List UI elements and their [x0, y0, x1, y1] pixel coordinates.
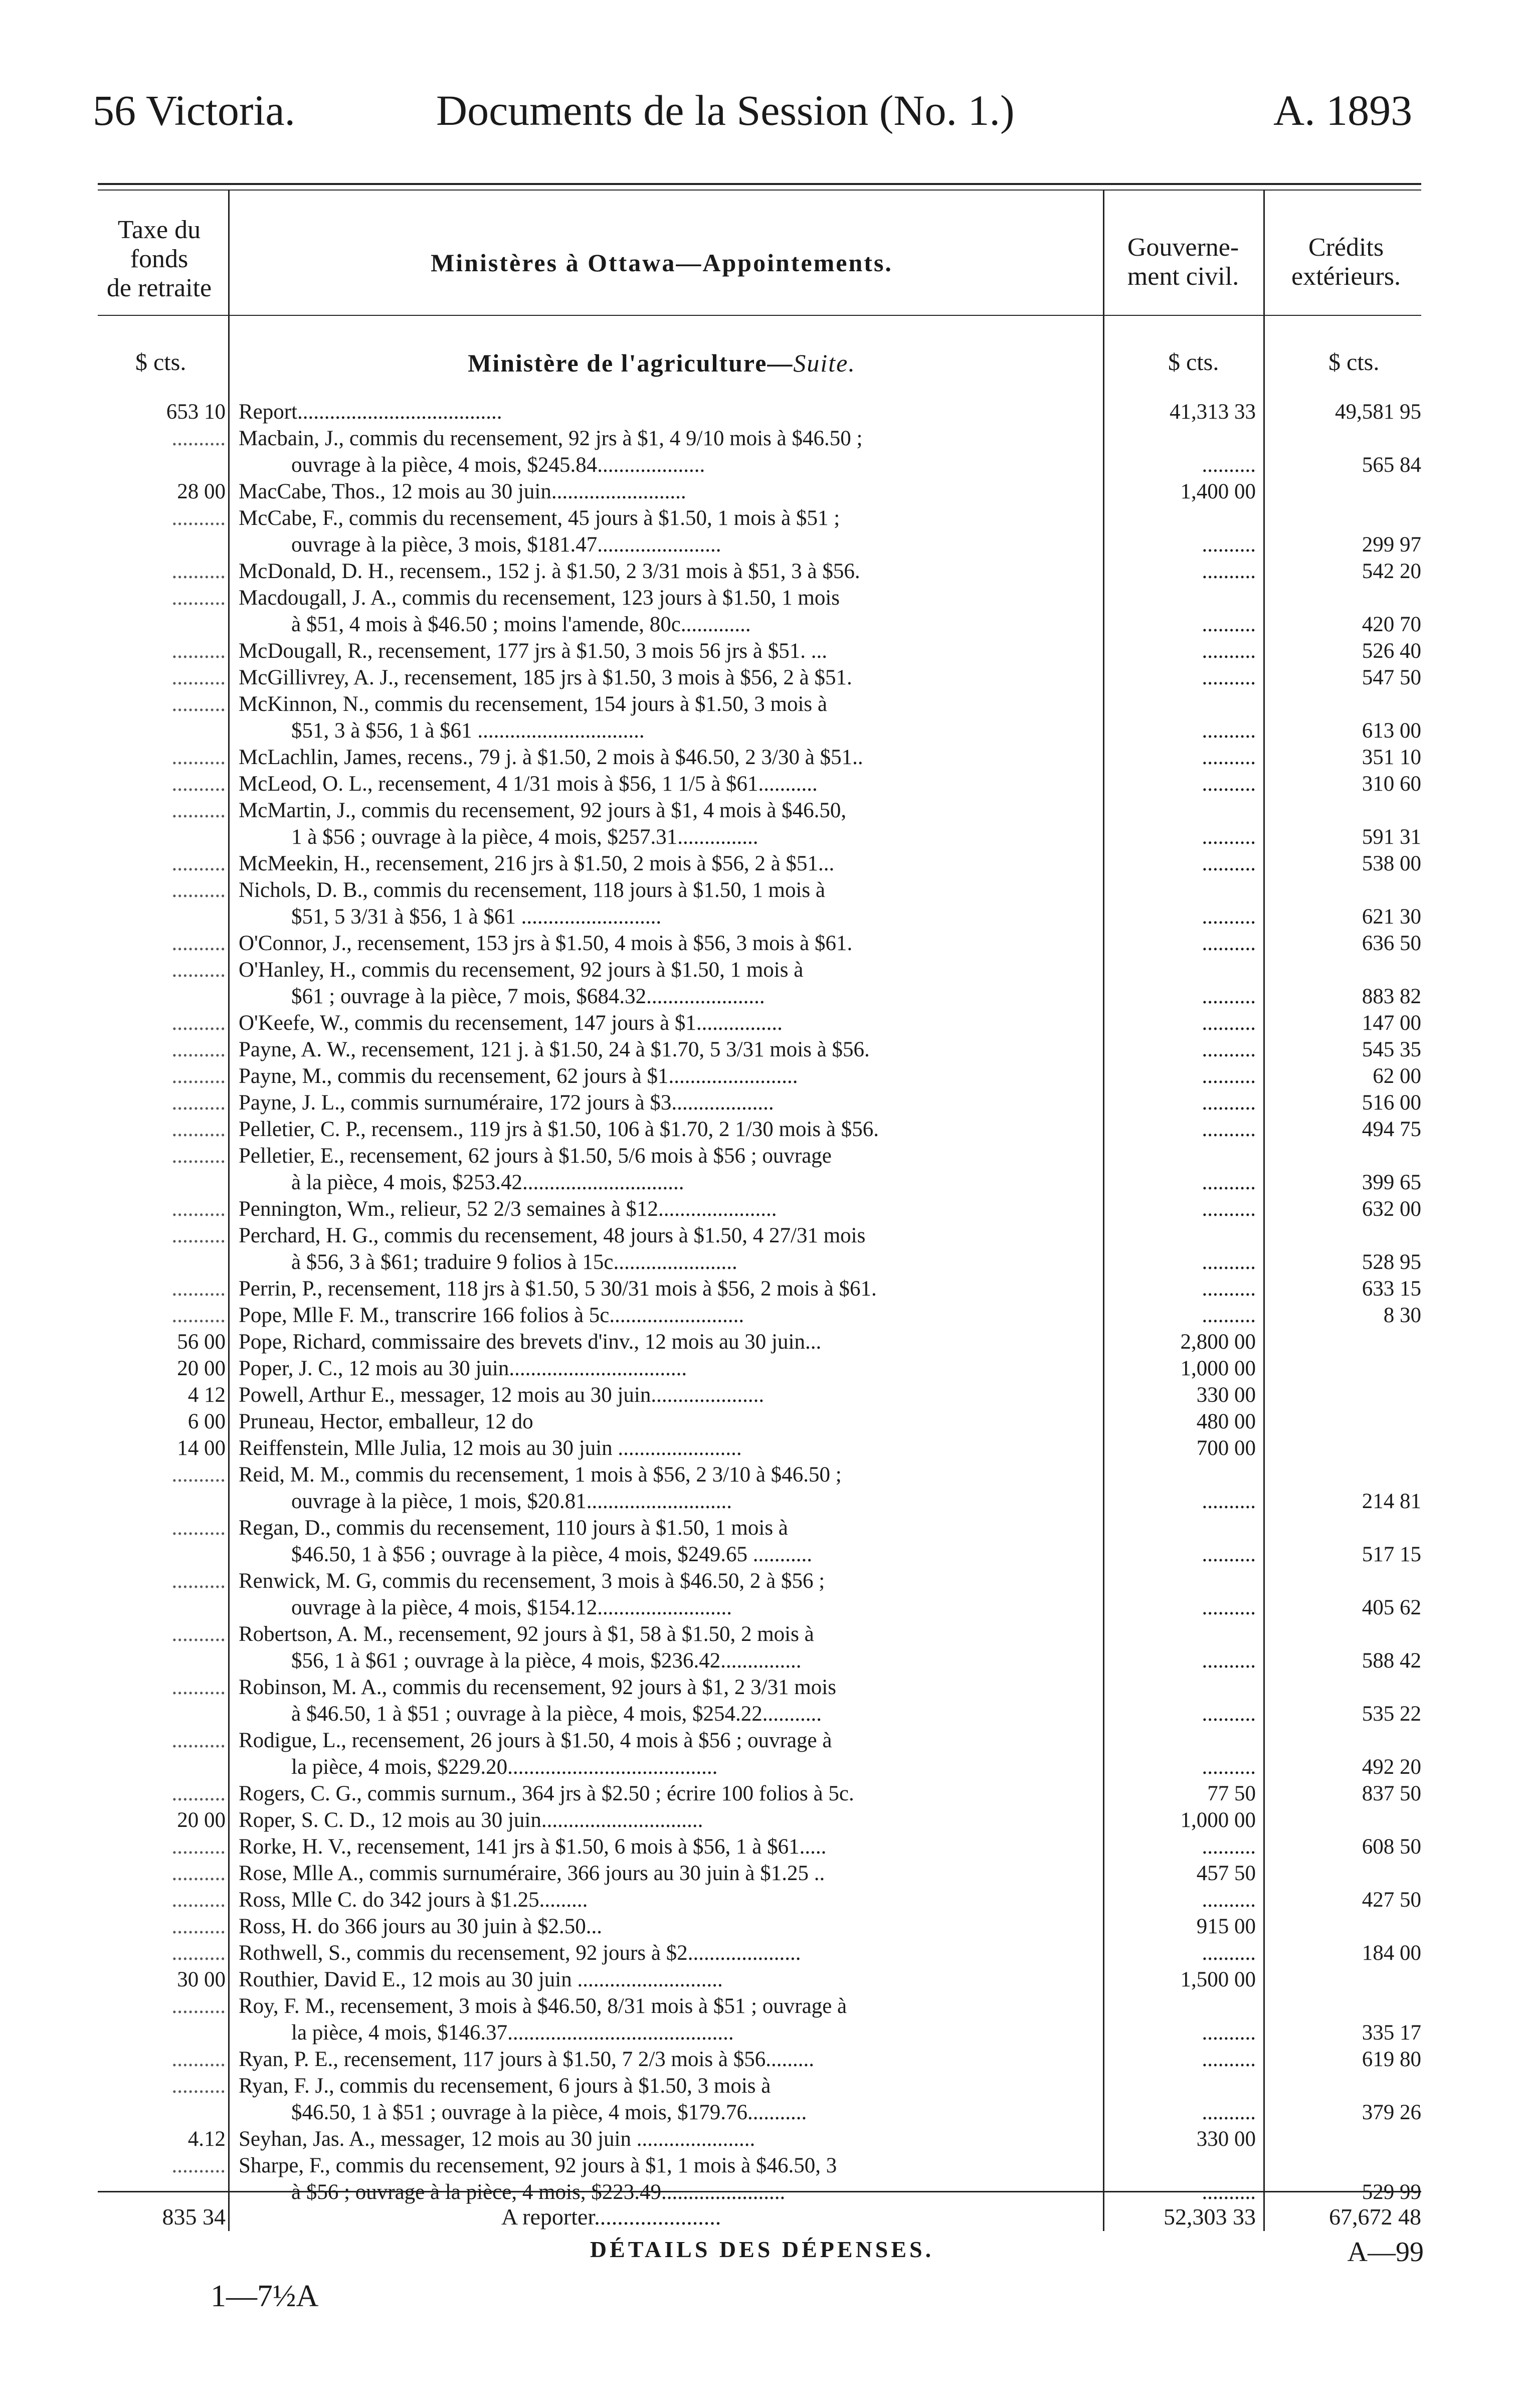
civil-government-cell: 41,313 33	[1170, 400, 1256, 424]
retirement-fund-cell: ..........	[171, 1224, 226, 1247]
description-line-2: $51, 5 3/31 à $56, 1 à $61 ..........................	[291, 905, 662, 929]
civil-government-cell: ..........	[1202, 533, 1256, 557]
retirement-fund-cell: ..........	[171, 1011, 226, 1035]
description-line-2: la pièce, 4 mois, $146.37..........................................	[291, 2021, 734, 2045]
description-cell	[239, 850, 1098, 877]
description-line-1: Ryan, F. J., commis du recensement, 6 jours à $1.50, 3 mois à	[239, 2074, 771, 2098]
external-credits-cell: 405 62	[1362, 1596, 1421, 1619]
header-left: 56 Victoria.	[93, 86, 296, 134]
external-credits-cell: 379 26	[1362, 2101, 1421, 2124]
civil-government-cell: 1,000 00	[1180, 1808, 1256, 1832]
external-credits-cell: 516 00	[1362, 1091, 1421, 1115]
col-head-civil-l2: ment civil.	[1127, 262, 1239, 291]
description-cell	[239, 558, 1098, 585]
description-line-1: Pelletier, C. P., recensem., 119 jrs à $1.50, 106 à $1.70, 2 1/30 mois à $56.	[239, 1118, 879, 1141]
retirement-fund-cell: 20 00	[177, 1357, 226, 1380]
external-credits-cell: 184 00	[1362, 1941, 1421, 1965]
description-cell	[239, 1222, 1098, 1275]
description-line-2: $51, 3 à $56, 1 à $61 ...............................	[291, 719, 645, 743]
retirement-fund-cell: 14 00	[177, 1436, 226, 1460]
civil-government-cell: ..........	[1202, 2180, 1256, 2204]
col-head-retirement-l3: de retraite	[106, 274, 212, 302]
description-line-2: à $56, 3 à $61; traduire 9 folios à 15c.......................	[291, 1250, 737, 1274]
description-line-1: McDougall, R., recensement, 177 jrs à $1.50, 3 mois 56 jrs à $51. ...	[239, 639, 827, 663]
description-line-1: Roy, F. M., recensement, 3 mois à $46.50, 8/31 mois à $51 ; ouvrage à	[239, 1994, 847, 2018]
description-line-1: Payne, M., commis du recensement, 62 jours à $1........................	[239, 1064, 798, 1088]
description-cell	[239, 1435, 1098, 1461]
description-line-1: Reid, M. M., commis du recensement, 1 mois à $56, 2 3/10 à $46.50 ;	[239, 1463, 842, 1487]
description-line-1: McMeekin, H., recensement, 216 jrs à $1.50, 2 mois à $56, 2 à $51...	[239, 852, 835, 875]
civil-government-cell: ..........	[1202, 2048, 1256, 2071]
external-credits-cell: 591 31	[1362, 825, 1421, 849]
civil-government-cell: ..........	[1202, 1888, 1256, 1912]
retirement-fund-cell: ..........	[171, 1064, 226, 1088]
description-line-1: McLachlin, James, recens., 79 j. à $1.50, 2 mois à $46.50, 2 3/30 à $51..	[239, 746, 863, 769]
description-cell	[239, 1780, 1098, 1807]
description-line-1: McKinnon, N., commis du recensement, 154 jours à $1.50, 3 mois à	[239, 692, 827, 716]
retirement-fund-cell: ..........	[171, 1516, 226, 1540]
retirement-fund-cell: ..........	[171, 1782, 226, 1805]
external-credits-cell: 299 97	[1362, 533, 1421, 557]
retirement-fund-cell: ..........	[171, 666, 226, 689]
section-title-suffix: Suite.	[793, 349, 856, 377]
external-credits-cell: 399 65	[1362, 1171, 1421, 1194]
retirement-fund-cell: ..........	[171, 958, 226, 982]
retirement-fund-cell: 30 00	[177, 1968, 226, 1991]
external-credits-cell: 8 30	[1383, 1304, 1421, 1327]
description-cell	[239, 1940, 1098, 1966]
external-credits-cell: 621 30	[1362, 905, 1421, 929]
retirement-fund-cell: ..........	[171, 1676, 226, 1699]
external-credits-cell: 528 95	[1362, 1250, 1421, 1274]
civil-government-cell: ..........	[1202, 852, 1256, 875]
civil-government-cell: 2,800 00	[1180, 1330, 1256, 1354]
civil-government-cell: ..........	[1202, 932, 1256, 955]
retirement-fund-cell: ..........	[171, 932, 226, 955]
description-cell	[239, 1966, 1098, 1993]
civil-government-cell: ..........	[1202, 1064, 1256, 1088]
retirement-fund-cell: ..........	[171, 1862, 226, 1885]
total-gv: 52,303 33	[1164, 2204, 1256, 2230]
col-head-external-l2: extérieurs.	[1291, 262, 1401, 291]
description-cell	[239, 1063, 1098, 1089]
description-cell	[239, 1993, 1098, 2046]
civil-government-cell: ..........	[1202, 453, 1256, 477]
civil-government-cell: 77 50	[1207, 1782, 1256, 1805]
description-cell	[239, 797, 1098, 850]
external-credits-cell: 608 50	[1362, 1835, 1421, 1859]
total-tx: 835 34	[162, 2204, 226, 2230]
civil-government-cell: 915 00	[1196, 1915, 1256, 1938]
civil-government-cell: ..........	[1202, 1197, 1256, 1221]
retirement-fund-cell: 28 00	[177, 480, 226, 503]
units-cr: $ cts.	[1328, 349, 1380, 376]
description-line-1: Report......................................	[239, 400, 502, 424]
description-line-1: O'Hanley, H., commis du recensement, 92 jours à $1.50, 1 mois à	[239, 958, 804, 982]
description-cell	[239, 1887, 1098, 1913]
description-cell	[239, 1275, 1098, 1302]
civil-government-cell: 1,400 00	[1180, 480, 1256, 503]
retirement-fund-cell: ..........	[171, 1729, 226, 1752]
description-line-2: $61 ; ouvrage à la pièce, 7 mois, $684.32......................	[291, 985, 765, 1008]
description-line-1: Powell, Arthur E., messager, 12 mois au 30 juin.....................	[239, 1383, 765, 1407]
description-cell	[239, 1860, 1098, 1887]
civil-government-cell: ..........	[1202, 1543, 1256, 1566]
civil-government-cell: ..........	[1202, 666, 1256, 689]
civil-government-cell: ..........	[1202, 2101, 1256, 2124]
description-cell	[239, 1727, 1098, 1780]
description-line-1: Rose, Mlle A., commis surnuméraire, 366 jours au 30 juin à $1.25 ..	[239, 1862, 825, 1885]
description-cell	[239, 1302, 1098, 1329]
description-line-1: Renwick, M. G, commis du recensement, 3 mois à $46.50, 2 à $56 ;	[239, 1569, 825, 1593]
description-line-1: McDonald, D. H., recensem., 152 j. à $1.50, 2 3/31 mois à $51, 3 à $56.	[239, 560, 860, 583]
external-credits-cell: 529 99	[1362, 2180, 1421, 2204]
retirement-fund-cell: ..........	[171, 1091, 226, 1115]
external-credits-cell: 588 42	[1362, 1649, 1421, 1673]
external-credits-cell: 535 22	[1362, 1702, 1421, 1726]
description-line-1: Routhier, David E., 12 mois au 30 juin ...........................	[239, 1968, 723, 1991]
civil-government-cell: ..........	[1202, 985, 1256, 1008]
external-credits-cell: 633 15	[1362, 1277, 1421, 1301]
description-line-1: Pope, Richard, commissaire des brevets d'inv., 12 mois au 30 juin...	[239, 1330, 822, 1354]
description-cell	[239, 505, 1098, 558]
description-line-1: Pope, Mlle F. M., transcrire 166 folios à 5c.........................	[239, 1304, 744, 1327]
retirement-fund-cell: ..........	[171, 1622, 226, 1646]
retirement-fund-cell: 4.12	[187, 2127, 226, 2151]
col-head-retirement-l1: Taxe du	[117, 216, 201, 244]
retirement-fund-cell: ..........	[171, 1569, 226, 1593]
description-line-1: MacCabe, Thos., 12 mois au 30 juin.........................	[239, 480, 686, 503]
retirement-fund-cell: ..........	[171, 1835, 226, 1859]
footer-signature: 1—7½A	[211, 2279, 319, 2313]
footer-page-id: A—99	[1347, 2237, 1424, 2268]
footer-title: DÉTAILS DES DÉPENSES.	[590, 2237, 934, 2262]
civil-government-cell: 1,500 00	[1180, 1968, 1256, 1991]
description-line-2: $46.50, 1 à $56 ; ouvrage à la pièce, 4 mois, $249.65 ...........	[291, 1543, 812, 1566]
description-line-1: McLeod, O. L., recensement, 4 1/31 mois à $56, 1 1/5 à $61...........	[239, 772, 818, 796]
description-cell	[239, 1010, 1098, 1036]
retirement-fund-cell: ..........	[171, 1304, 226, 1327]
description-line-2: à $56 ; ouvrage à la pièce, 4 mois, $223.49.......................	[291, 2180, 786, 2204]
external-credits-cell: 62 00	[1373, 1064, 1421, 1088]
description-line-2: $56, 1 à $61 ; ouvrage à la pièce, 4 mois, $236.42...............	[291, 1649, 802, 1673]
retirement-fund-cell: ..........	[171, 1038, 226, 1061]
description-line-2: 1 à $56 ; ouvrage à la pièce, 4 mois, $257.31...............	[291, 825, 758, 849]
civil-government-cell: ..........	[1202, 905, 1256, 929]
civil-government-cell: 1,000 00	[1180, 1357, 1256, 1380]
total-cr: 67,672 48	[1329, 2204, 1421, 2230]
description-line-1: Perchard, H. G., commis du recensement, 48 jours à $1.50, 4 27/31 mois	[239, 1224, 866, 1247]
description-cell	[239, 1674, 1098, 1727]
retirement-fund-cell: 6 00	[187, 1410, 226, 1433]
external-credits-cell: 613 00	[1362, 719, 1421, 743]
description-cell	[239, 585, 1098, 638]
external-credits-cell: 636 50	[1362, 932, 1421, 955]
external-credits-cell: 351 10	[1362, 746, 1421, 769]
description-line-1: Reiffenstein, Mlle Julia, 12 mois au 30 juin .......................	[239, 1436, 742, 1460]
description-cell	[239, 1196, 1098, 1222]
retirement-fund-cell: ..........	[171, 1144, 226, 1168]
retirement-fund-cell: ..........	[171, 586, 226, 610]
civil-government-cell: 480 00	[1196, 1410, 1256, 1433]
description-line-1: Regan, D., commis du recensement, 110 jours à $1.50, 1 mois à	[239, 1516, 788, 1540]
description-cell	[239, 691, 1098, 744]
units-tx: $ cts.	[135, 349, 186, 376]
civil-government-cell: ..........	[1202, 1941, 1256, 1965]
units-gv: $ cts.	[1168, 349, 1219, 376]
civil-government-cell: ..........	[1202, 1091, 1256, 1115]
retirement-fund-cell: ..........	[171, 2048, 226, 2071]
external-credits-cell: 545 35	[1362, 1038, 1421, 1061]
description-line-1: Roper, S. C. D., 12 mois au 30 juin..............................	[239, 1808, 703, 1832]
description-cell	[239, 1807, 1098, 1833]
civil-government-cell: 457 50	[1196, 1862, 1256, 1885]
civil-government-cell: ..........	[1202, 746, 1256, 769]
description-line-1: Macdougall, J. A., commis du recensement, 123 jours à $1.50, 1 mois	[239, 586, 840, 610]
retirement-fund-cell: ..........	[171, 1463, 226, 1487]
description-cell	[239, 930, 1098, 957]
description-line-1: Robertson, A. M., recensement, 92 jours à $1, 58 à $1.50, 2 mois à	[239, 1622, 814, 1646]
description-line-1: Seyhan, Jas. A., messager, 12 mois au 30 juin ......................	[239, 2127, 755, 2151]
civil-government-cell: ..........	[1202, 1118, 1256, 1141]
description-cell	[239, 1461, 1098, 1515]
description-cell	[239, 1382, 1098, 1408]
retirement-fund-cell: ..........	[171, 1277, 226, 1301]
external-credits-cell: 420 70	[1362, 613, 1421, 636]
external-credits-cell: 883 82	[1362, 985, 1421, 1008]
external-credits-cell: 538 00	[1362, 852, 1421, 875]
description-cell	[239, 2046, 1098, 2073]
civil-government-cell: ..........	[1202, 1038, 1256, 1061]
civil-government-cell: ..........	[1202, 1304, 1256, 1327]
civil-government-cell: ..........	[1202, 2021, 1256, 2045]
retirement-fund-cell: ..........	[171, 852, 226, 875]
retirement-fund-cell: 653 10	[166, 400, 226, 424]
external-credits-cell: 547 50	[1362, 666, 1421, 689]
description-cell	[239, 1515, 1098, 1568]
description-line-1: McMartin, J., commis du recensement, 92 jours à $1, 4 mois à $46.50,	[239, 799, 847, 822]
description-line-2: à la pièce, 4 mois, $253.42..............................	[291, 1171, 684, 1194]
description-cell	[239, 877, 1098, 930]
civil-government-cell: ..........	[1202, 772, 1256, 796]
retirement-fund-cell: ..........	[171, 1915, 226, 1938]
civil-government-cell: ..........	[1202, 613, 1256, 636]
description-line-2: ouvrage à la pièce, 4 mois, $245.84....................	[291, 453, 705, 477]
header-right: A. 1893	[1273, 86, 1413, 134]
description-line-1: Rodigue, L., recensement, 26 jours à $1.50, 4 mois à $56 ; ouvrage à	[239, 1729, 832, 1752]
description-cell	[239, 1089, 1098, 1116]
description-cell	[239, 1116, 1098, 1143]
description-line-1: Pennington, Wm., relieur, 52 2/3 semaines à $12......................	[239, 1197, 777, 1221]
description-line-1: O'Keefe, W., commis du recensement, 147 jours à $1................	[239, 1011, 783, 1035]
external-credits-cell: 147 00	[1362, 1011, 1421, 1035]
description-cell	[239, 2073, 1098, 2126]
external-credits-cell: 214 81	[1362, 1490, 1421, 1513]
description-cell	[239, 478, 1098, 505]
external-credits-cell: 542 20	[1362, 560, 1421, 583]
retirement-fund-cell: ..........	[171, 506, 226, 530]
external-credits-cell: 49,581 95	[1335, 400, 1421, 424]
description-cell	[239, 1408, 1098, 1435]
description-cell	[239, 425, 1098, 478]
description-line-1: Rothwell, S., commis du recensement, 92 jours à $2.....................	[239, 1941, 801, 1965]
description-line-1: Payne, A. W., recensement, 121 j. à $1.50, 24 à $1.70, 5 3/31 mois à $56.	[239, 1038, 870, 1061]
retirement-fund-cell: ..........	[171, 2074, 226, 2098]
description-line-1: Robinson, M. A., commis du recensement, 92 jours à $1, 2 3/31 mois	[239, 1676, 836, 1699]
description-line-1: Ryan, P. E., recensement, 117 jours à $1.50, 7 2/3 mois à $56.........	[239, 2048, 814, 2071]
description-cell	[239, 1833, 1098, 1860]
external-credits-cell: 565 84	[1362, 453, 1421, 477]
retirement-fund-cell: ..........	[171, 2154, 226, 2177]
civil-government-cell: ..........	[1202, 560, 1256, 583]
civil-government-cell: ..........	[1202, 825, 1256, 849]
retirement-fund-cell: ..........	[171, 878, 226, 902]
col-head-civil-l1: Gouverne-	[1127, 233, 1239, 262]
description-cell	[239, 1036, 1098, 1063]
description-line-1: Payne, J. L., commis surnuméraire, 172 jours à $3...................	[239, 1091, 774, 1115]
civil-government-cell: 330 00	[1196, 2127, 1256, 2151]
total-label: A reporter......................	[501, 2204, 721, 2230]
retirement-fund-cell: 4 12	[187, 1383, 226, 1407]
description-line-1: Sharpe, F., commis du recensement, 92 jours à $1, 1 mois à $46.50, 3	[239, 2154, 837, 2177]
description-cell	[239, 957, 1098, 1010]
civil-government-cell: ..........	[1202, 719, 1256, 743]
description-cell	[239, 2152, 1098, 2205]
retirement-fund-cell: 56 00	[177, 1330, 226, 1354]
external-credits-cell: 526 40	[1362, 639, 1421, 663]
col-head-ministries: Ministères à Ottawa—Appointements.	[431, 249, 893, 277]
description-cell	[239, 1355, 1098, 1382]
external-credits-cell: 619 80	[1362, 2048, 1421, 2071]
civil-government-cell: 330 00	[1196, 1383, 1256, 1407]
description-line-1: Perrin, P., recensement, 118 jrs à $1.50, 5 30/31 mois à $56, 2 mois à $61.	[239, 1277, 877, 1301]
civil-government-cell: ..........	[1202, 1277, 1256, 1301]
description-cell	[239, 2126, 1098, 2152]
civil-government-cell: ..........	[1202, 639, 1256, 663]
description-line-1: Ross, H. do 366 jours au 30 juin à $2.50...	[239, 1915, 603, 1938]
description-cell	[239, 1621, 1098, 1674]
retirement-fund-cell: ..........	[171, 746, 226, 769]
description-cell	[239, 744, 1098, 771]
civil-government-cell: ..........	[1202, 1250, 1256, 1274]
civil-government-cell: ..........	[1202, 1011, 1256, 1035]
col-head-external-l1: Crédits	[1308, 233, 1384, 262]
external-credits-cell: 492 20	[1362, 1755, 1421, 1779]
retirement-fund-cell: ..........	[171, 1994, 226, 2018]
description-line-1: Poper, J. C., 12 mois au 30 juin.................................	[239, 1357, 687, 1380]
retirement-fund-cell: ..........	[171, 1941, 226, 1965]
description-cell	[239, 1143, 1098, 1196]
external-credits-cell: 427 50	[1362, 1888, 1421, 1912]
section-title-main: Ministère de l'agriculture—	[468, 349, 794, 377]
retirement-fund-cell: ..........	[171, 560, 226, 583]
external-credits-cell: 837 50	[1362, 1782, 1421, 1805]
description-line-1: Rorke, H. V., recensement, 141 jrs à $1.50, 6 mois à $56, 1 à $61.....	[239, 1835, 827, 1859]
description-line-2: $46.50, 1 à $51 ; ouvrage à la pièce, 4 mois, $179.76...........	[291, 2101, 807, 2124]
description-cell	[239, 399, 1098, 425]
description-cell	[239, 771, 1098, 797]
description-line-1: McCabe, F., commis du recensement, 45 jours à $1.50, 1 mois à $51 ;	[239, 506, 840, 530]
external-credits-cell: 517 15	[1362, 1543, 1421, 1566]
civil-government-cell: 700 00	[1196, 1436, 1256, 1460]
external-credits-cell: 632 00	[1362, 1197, 1421, 1221]
description-line-1: Nichols, D. B., commis du recensement, 118 jours à $1.50, 1 mois à	[239, 878, 825, 902]
description-line-2: la pièce, 4 mois, $229.20.......................................	[291, 1755, 718, 1779]
description-line-1: Pelletier, E., recensement, 62 jours à $1.50, 5/6 mois à $56 ; ouvrage	[239, 1144, 832, 1168]
retirement-fund-cell: ..........	[171, 692, 226, 716]
description-cell	[239, 1329, 1098, 1355]
external-credits-cell: 310 60	[1362, 772, 1421, 796]
header-center: Documents de la Session (No. 1.)	[436, 86, 1015, 134]
civil-government-cell: ..........	[1202, 1835, 1256, 1859]
col-head-retirement-l2: fonds	[130, 245, 188, 273]
description-cell	[239, 664, 1098, 691]
description-line-2: ouvrage à la pièce, 4 mois, $154.12.........................	[291, 1596, 732, 1619]
retirement-fund-cell: ..........	[171, 1197, 226, 1221]
description-line-2: à $46.50, 1 à $51 ; ouvrage à la pièce, 4 mois, $254.22...........	[291, 1702, 822, 1726]
civil-government-cell: ..........	[1202, 1596, 1256, 1619]
description-line-1: O'Connor, J., recensement, 153 jrs à $1.50, 4 mois à $56, 3 mois à $61.	[239, 932, 853, 955]
description-line-1: Pruneau, Hector, emballeur, 12 do	[239, 1410, 533, 1433]
retirement-fund-cell: ..........	[171, 1118, 226, 1141]
description-cell	[239, 1913, 1098, 1940]
description-line-2: ouvrage à la pièce, 1 mois, $20.81...........................	[291, 1490, 732, 1513]
retirement-fund-cell: ..........	[171, 799, 226, 822]
description-line-1: Rogers, C. G., commis surnum., 364 jrs à $2.50 ; écrire 100 folios à 5c.	[239, 1782, 854, 1805]
external-credits-cell: 335 17	[1362, 2021, 1421, 2045]
external-credits-cell: 494 75	[1362, 1118, 1421, 1141]
description-line-2: à $51, 4 mois à $46.50 ; moins l'amende, 80c.............	[291, 613, 751, 636]
civil-government-cell: ..........	[1202, 1702, 1256, 1726]
description-line-1: Macbain, J., commis du recensement, 92 jrs à $1, 4 9/10 mois à $46.50 ;	[239, 427, 863, 450]
civil-government-cell: ..........	[1202, 1649, 1256, 1673]
civil-government-cell: ..........	[1202, 1490, 1256, 1513]
retirement-fund-cell: 20 00	[177, 1808, 226, 1832]
civil-government-cell: ..........	[1202, 1755, 1256, 1779]
retirement-fund-cell: ..........	[171, 427, 226, 450]
description-line-1: McGillivrey, A. J., recensement, 185 jrs à $1.50, 3 mois à $56, 2 à $51.	[239, 666, 852, 689]
description-line-1: Ross, Mlle C. do 342 jours à $1.25.........	[239, 1888, 588, 1912]
retirement-fund-cell: ..........	[171, 1888, 226, 1912]
description-cell	[239, 1568, 1098, 1621]
civil-government-cell: ..........	[1202, 1171, 1256, 1194]
retirement-fund-cell: ..........	[171, 772, 226, 796]
description-cell	[239, 638, 1098, 664]
retirement-fund-cell: ..........	[171, 639, 226, 663]
description-line-2: ouvrage à la pièce, 3 mois, $181.47.......................	[291, 533, 721, 557]
